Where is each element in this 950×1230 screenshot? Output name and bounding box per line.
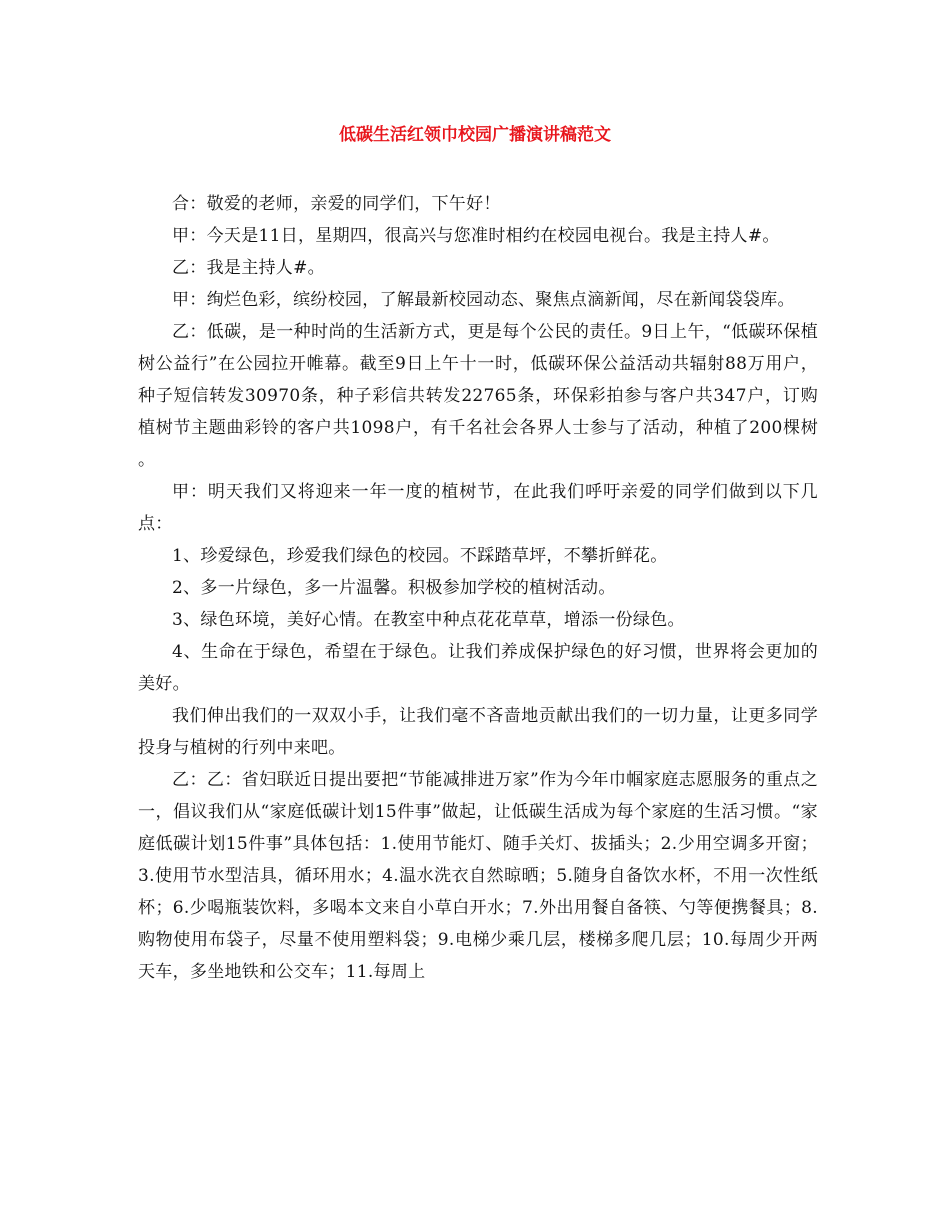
paragraph-greeting: 合：敬爱的老师，亲爱的同学们，下午好！ [172,194,501,214]
paragraph-host-a-intro: 甲：今天是11日，星期四，很高兴与您准时相约在校园电视台。我是主持人#。 [172,226,780,246]
paragraph-low-carbon-news: 乙：低碳，是一种时尚的生活新方式，更是每个公民的责任。9日上午，“低碳环保植树公益行”在公园拉开帷幕。截至9日上午十一时，低碳环保公益活动共辐射88万用户，种子短信转发30970条，种子彩信共转发22765条，环保彩拍参与客户共347户，订购植树节主题曲彩铃的客户共1098户，有千名社会各界人士参与了活动，种植了200棵树 。 [138,322,818,470]
paragraph-call-to-action: 我们伸出我们的一双双小手，让我们毫不吝啬地贡献出我们的一切力量，让更多同学投身与植树的行列中来吧。 [138,706,818,758]
paragraph-host-b-intro: 乙：我是主持人#。 [172,258,325,278]
paragraph-tree-day-call: 甲：明天我们又将迎来一年一度的植树节，在此我们呼吁亲爱的同学们做到以下几点： [138,482,818,534]
paragraph-point-3: 3、绿色环境，美好心情。在教室中种点花花草草，增添一份绿色。 [172,610,685,630]
paragraph-family-plan: 乙：乙：省妇联近日提出要把“节能减排进万家”作为今年巾帼家庭志愿服务的重点之一，倡议我们从“家庭低碳计划15件事”做起，让低碳生活成为每个家庭的生活习惯。“家庭低碳计划15件事”具体包括：1.使用节能灯、随手关灯、拔插头；2.少用空调多开窗；3.使用节水型洁具，循环用水；4.温水洗衣自然晾晒；5.随身自备饮水杯，不用一次性纸杯；6.少喝瓶装饮料，多喝本文来自小草白开水；7.外出用餐自备筷、勺等便携餐具；8.购物使用布袋子，尽量不使用塑料袋；9.电梯少乘几层，楼梯多爬几层；10.每周少开两天车，多坐地铁和公交车；11.每周上 [138,770,818,982]
paragraph-point-2: 2、多一片绿色，多一片温馨。积极参加学校的植树活动。 [172,578,616,598]
paragraph-point-1: 1、珍爱绿色，珍爱我们绿色的校园。不踩踏草坪，不攀折鲜花。 [172,546,668,566]
document-title: 低碳生活红领巾校园广播演讲稿范文 [339,125,611,145]
document-body [138,188,818,988]
paragraph-point-4: 4、生命在于绿色，希望在于绿色。让我们养成保护绿色的好习惯，世界将会更加的美好。 [138,642,818,694]
paragraph-news-slogan: 甲：绚烂色彩，缤纷校园，了解最新校园动态、聚焦点滴新闻，尽在新闻袋袋库。 [172,290,795,310]
